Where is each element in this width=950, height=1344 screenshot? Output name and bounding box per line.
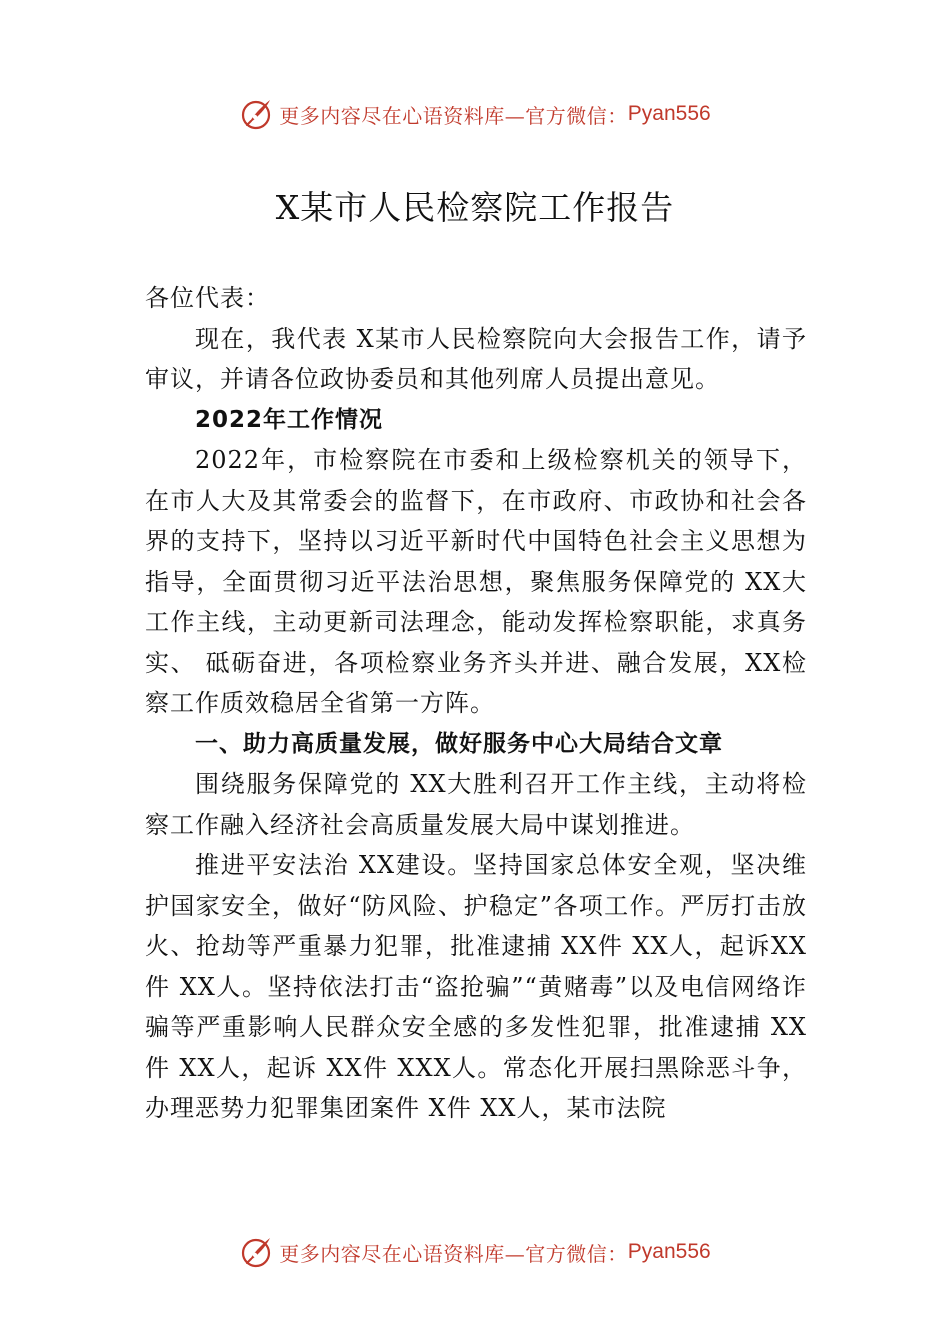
watermark-banner-bottom — [0, 1230, 950, 1274]
section-heading-2022: 2022年工作情况 — [195, 406, 384, 433]
salutation: 各位代表： — [145, 284, 270, 312]
paragraph-section-1-intro: 围绕服务保障党的 XX大胜利召开工作主线，主动将检察工作融入经济社会高质量发展大局中谋划推进。 — [145, 770, 807, 839]
section-heading-1: 一、助力高质量发展，做好服务中心大局结合文章 — [195, 730, 723, 757]
watermark-wechat-id: Pyan556 — [627, 1240, 711, 1263]
paragraph-intro: 现在，我代表 X某市人民检察院向大会报告工作，请予审议，并请各位政协委员和其他列席人员提出意见。 — [145, 324, 807, 393]
document-title: X某市人民检察院工作报告 — [275, 188, 675, 227]
watermark-banner-top — [0, 92, 950, 136]
watermark-wechat-id: Pyan556 — [627, 102, 711, 125]
quill-pen-logo-icon — [239, 1234, 275, 1270]
watermark-text: 更多内容尽在心语资料库—官方微信： — [279, 1241, 628, 1266]
watermark-text: 更多内容尽在心语资料库—官方微信： — [279, 103, 628, 128]
quill-pen-logo-icon — [239, 96, 275, 132]
paragraph-2022-overview: 2022年，市检察院在市委和上级检察机关的领导下，在市人大及其常委会的监督下，在市政府、市政协和社会各界的支持下，坚持以习近平新时代中国特色社会主义思想为指导，全面贯彻习近平法治思想，聚焦服务保障党的 XX大工作主线，主动更新司法理念，能动发挥检察职能，求真务实、 砥砺奋进，各项检察业务齐头并进、融合发展，XX检察工作质效稳居全省第一方阵。 — [145, 446, 807, 717]
document-body — [145, 278, 807, 1129]
paragraph-ping-an: 推进平安法治 XX建设。坚持国家总体安全观，坚决维护国家安全，做好“防风险、护稳定”各项工作。严厉打击放火、抢劫等严重暴力犯罪，批准逮捕 XX件 XX人，起诉XX件 XX人。坚持依法打击“盗抢骗”“黄赌毒”以及电信网络诈骗等严重影响人民群众安全感的多发性犯罪，批准逮捕 XX件 XX人，起诉 XX件 XXX人。常态化开展扫黑除恶斗争，办理恶势力犯罪集团案件 X件 XX人，某市法院 — [145, 851, 807, 1122]
